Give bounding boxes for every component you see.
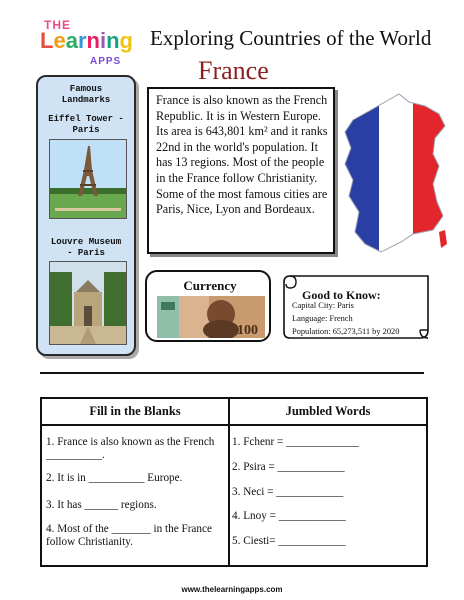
fill-question: 4. Most of the _______ in the France follow Christianity. [46,523,212,548]
logo-letter: r [77,28,87,53]
eiffel-tower-photo [49,139,127,219]
banknote-value: 100 [237,323,258,338]
logo-apps: APPS [90,56,122,67]
logo-letter: L [40,28,54,53]
country-name: France [198,56,269,85]
footer-url[interactable]: www.thelearningapps.com [181,585,283,594]
logo-letter: a [65,28,78,53]
jumbled-word: 4. Lnoy = ____________ [232,510,346,522]
jumbled-word: 1. Fchenr = _____________ [232,436,359,448]
jumbled-word: 2. Psira = ____________ [232,461,345,473]
jumbled-word: 3. Neci = ____________ [232,486,344,498]
france-flag-map [341,92,451,258]
exercise-table [40,397,428,567]
banknote-image [157,296,265,338]
logo-letter: g [119,28,133,53]
currency-box [145,270,271,342]
landmarks-panel [36,75,136,356]
good-to-know-box [282,272,432,342]
fact-line: Capital City: Paris [292,301,354,310]
logo-wordmark [40,28,133,54]
currency-title: Currency [183,278,237,293]
fact-line: Language: French [292,314,353,323]
landmarks-title: Famous Landmarks [61,84,111,105]
divider [40,372,424,374]
fill-blanks-header: Fill in the Blanks [89,404,181,418]
good-to-know-title: Good to Know: [302,288,381,302]
jumbled-word: 5. Ciesti= ____________ [232,535,346,547]
header-divider [42,424,426,426]
logo [40,18,132,70]
page-title: Exploring Countries of the World [150,26,432,50]
logo-letter: n [86,28,100,53]
info-text: France is also known as the French Republic. It is in Western Europe. Its area is 643,801 km² and it ranks 22nd in the world's population. It has 13 regions. Most of the people in the France follow Christianity. Some of the most famous cities are Paris, Nice, Lyon and Bordeaux. [147,87,335,254]
fill-question: 3. It has ______ regions. [46,499,157,511]
logo-letter: e [53,28,66,53]
louvre-museum-photo [49,261,127,345]
fill-question: 2. It is in __________ Europe. [46,472,183,484]
fact-line: Population: 65,273,511 by 2020 [292,327,400,336]
jumbled-words-header: Jumbled Words [285,404,371,418]
landmark-label: Louvre Museum - Paris [50,237,122,258]
landmark-label: Eiffel Tower - Paris [48,114,124,135]
fill-question: 1. France is also known as the French __________. [46,436,215,461]
logo-the: THE [44,18,71,32]
logo-letter: n [106,28,120,53]
logo-letter: i [99,28,107,53]
